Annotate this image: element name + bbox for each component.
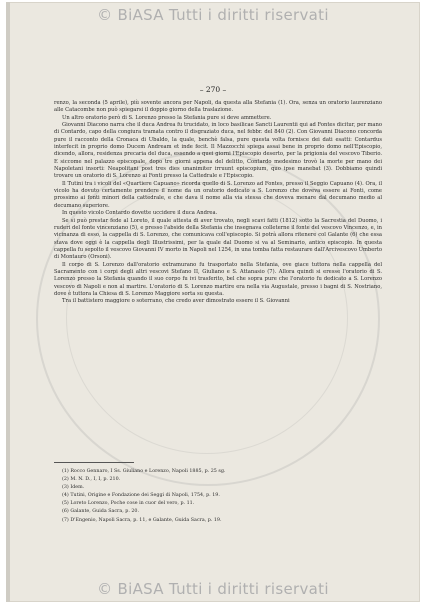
watermark-bottom: © BiASA Tutti i diritti riservati	[97, 580, 329, 598]
footnote-divider	[54, 462, 134, 463]
footnote: (4) Tutini, Origine e Fondazione dei Seggi di Napoli, 1754, p. 19.	[62, 493, 220, 499]
paragraph: Tra il battistero maggiore o soterrano, che credo aver dimostrato essere il S. Giovanni	[62, 298, 290, 305]
paragraph: In questo vicolo Contardo dovette uccidere il duca Andrea.	[62, 210, 218, 217]
page-number: – 270 –	[199, 85, 227, 94]
paragraph: Se si può prestar fede al Loreto, il quale attesta di aver trovato, negli scavi fatti (1812) sotto la Sacrestia del Duomo, i ruderi del fonte vincenziano (5), e presso l'abside della Stefania che insegnava colleterne il fonte del vescovo Vincenzo, e, in vicinanza di esso, la cappella di S. Lorenzo, che comunicava coll'episcopio. Si potrà allora ritenere col Galante (6) che essa stava dove oggi è la cappella degli Illustrissimi, per la quale dal Duomo si va al Seminario, antico episcopio. In questa cappella fu sepolto il vescovo Giovanni IV morto in Napoli nel 1254, in una tomba fatta restaurare dall'Arcivescovo Umberto di Montauro (Orsoni).	[54, 217, 382, 261]
scanned-page	[6, 2, 420, 602]
body-text	[54, 100, 382, 306]
paragraph: Il corpo di S. Lorenzo dall'oratorio extramurano fu trasportato nella Stefania, ove giace tuttora nella cappella del Sacramento con i corpi degli altri vescovi Stefano II, Giuliano e S. Attanasio (7). Allora quindi si eresse l'oratorio di S. Lorenzo presso la Stefania quando il suo corpo fu ivi trasferito, bel che sopra pure che l'oratorio fu dedicato a S. Lorenzo vescovo di Napoli e non al martire. L'oratorio di S. Lorenzo martire era nella via Augustale, presso i bagni di S. Nostriano, dove è tuttora la Chiesa di S. Lorenzo Maggiore sorta su questa.	[54, 261, 382, 297]
paragraph: Un altro oratorio però di S. Lorenzo presso la Stefania pure si deve ammettere.	[62, 114, 272, 121]
watermark-top: © BiASA Tutti i diritti riservati	[97, 6, 329, 24]
paragraph: Il Tutini tra i vicoli del «Quartiere Capuano» ricorda quello di S. Lorenzo ad Fontes, presso il Seggio Capuano (4). Ora, il vicolo ha dovuto certamente prendere il nome da un oratorio dedicato a S. Lorenzo che doveva essere ai Fonti, come prossimo ai fonti minori della cattedrale, e che dava il nome alla via stessa che doveva menare dal decumano medio al decumano superiore.	[54, 180, 382, 209]
paragraph: renzo, la seconda (5 aprile), più sovente ancora per Napoli, da questa alla Stefania (1). Ora, senza un oratorio laurenziano alle Catacombe non può spiegarsi il doppio giorno della traslazione.	[54, 100, 382, 114]
footnote: (1) Rocco Gennaro, I Ss. Giuliano e Lorenzo, Napoli 1885, p. 25 sg.	[62, 469, 226, 474]
paragraph: Giovanni Diacono narra che il duca Andrea fu trucidato, in loco basilicae Sancti Laurentii qui ad Fontes dicitur, per mano di Contardo, capo della congiura tramata contro il disgraziato duca, nel febbr. del 840 (2). Con Giovanni Diacono concorda pure il racconto della Cronaca di Ubaldo, la quale, benchè falsa, pure questa volta fornisce dei dati esatti: Contardus interfecit in proprio domo Ducem Andream et inde fecit. Il Mazzocchi spiega assai bene in proprio domo nell'Episcopio, dicendo, allora, residenza precaria del duca, essendo a quei giorni l'Episcopio deserto, per la prigionia del vescovo Tiberio. E siccome nel palazzo episcopale, dopo tre giorni appena del delitto, Contardo medesimo trovò la morte per mano dei Napoletani insorti: Neapolitani post tres dies unanimiter irruunt episcopium, quo ipse manebat (3). Dobbiamo quindi trovare un oratorio di S. Lorenzo ai Fonti presso la Cattedrale e l'Episcopio.	[54, 122, 382, 180]
footnote: (5) Loreto Lorenzo, Poche cose in cuor del vero, p. 11.	[62, 501, 195, 507]
footnote: (2) M. N. D., I, I, p. 210.	[62, 477, 121, 483]
footnote: (6) Galante, Guida Sacra, p. 20.	[62, 509, 140, 515]
footnotes	[62, 468, 362, 525]
footnote: (7) D'Engenio, Napoli Sacra, p. 11, e Galante, Guida Sacra, p. 19.	[62, 517, 222, 523]
footnote: (3) Idem.	[62, 485, 85, 491]
